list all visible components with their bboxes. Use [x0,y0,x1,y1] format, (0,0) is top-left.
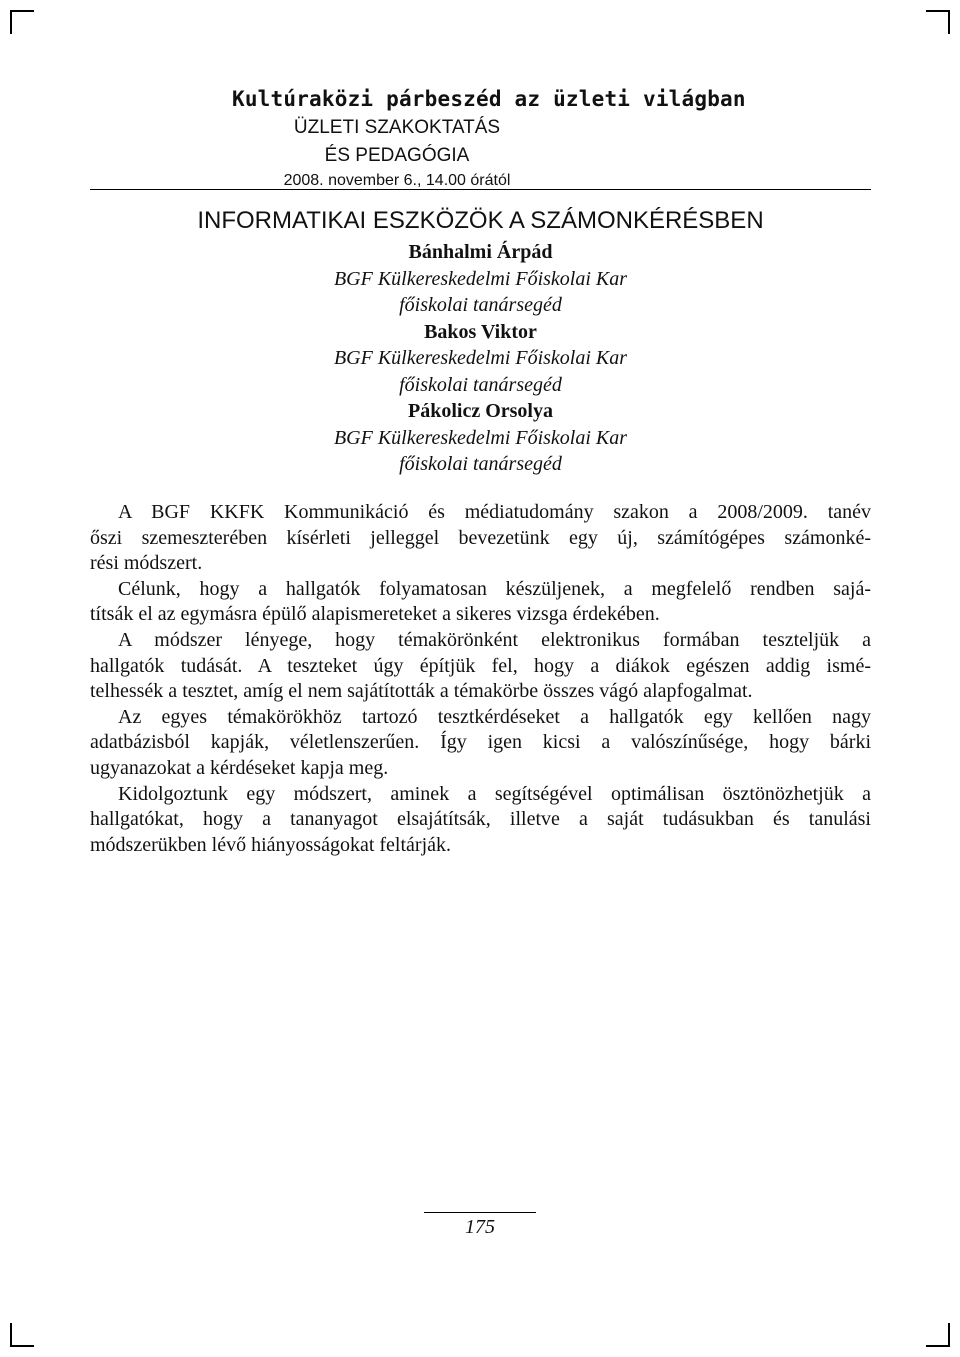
page-number: 175 [465,1216,495,1238]
article-title: INFORMATIKAI ESZKÖZÖK A SZÁMONKÉRÉSBEN [197,207,764,234]
article-heading [90,203,871,478]
conference-date: 2008. november 6., 14.00 órától [283,172,511,189]
author-name: Bakos Viktor [424,320,537,343]
running-header [232,84,746,192]
author-name: Pákolicz Orsolya [408,400,553,422]
paragraph-line: ugyanazokat a kérdéseket kapja meg. [90,756,389,779]
author-institution: BGF Külkereskedelmi Főiskolai Kar [333,347,628,369]
paragraph-line: Célunk, hogy a hallgatók folyamatosan készüljenek, a megfelelő rendben sajá- [118,577,871,600]
series-line-1: ÜZLETI SZAKOKTATÁS [293,117,501,138]
crop-mark-top-left [10,10,34,34]
paragraph-line: rési módszert. [90,552,203,575]
paragraph [90,500,871,577]
paragraph-line: hallgatókat, hogy a tananyagot elsajátítsák, illetve a saját tudásukban és tanulási [90,808,871,831]
crop-mark-bottom-right [926,1323,950,1347]
crop-mark-top-right [926,10,950,34]
paragraph-line: títsák el az egymásra épülő alapismereteket a sikeres vizsga érdekében. [90,603,660,626]
article-body [90,500,871,858]
conference-title: Kultúraközi párbeszéd az üzleti világban [232,87,746,111]
header-rule [90,189,871,190]
paragraph-line: A BGF KKFK Kommunikáció és médiatudomány szakon a 2008/2009. tanév [118,501,871,523]
author-position: főiskolai tanársegéd [399,453,562,475]
paragraph-line: A módszer lényege, hogy témakörönként elektronikus formában teszteljük a [118,628,871,651]
author-institution: BGF Külkereskedelmi Főiskolai Kar [333,426,628,449]
paragraph [90,705,871,782]
footer-rule [424,1212,536,1213]
paragraph-line: Az egyes témakörökhöz tartozó tesztkérdéseket a hallgatók egy kellően nagy [118,705,871,728]
paragraph-line: adatbázisból kapják, véletlenszerűen. Így igen kicsi a valószínűsége, hogy bárki [90,731,871,754]
paragraph-line: hallgatók tudását. A teszteket úgy építjük fel, hogy a diákok egészen addig ismé- [90,654,871,677]
paragraph-line: Kidolgoztunk egy módszert, aminek a segítségével optimálisan ösztönözhetjük a [118,782,871,805]
paragraph-line: módszerükben lévő hiányosságokat feltárják. [90,833,451,856]
author-institution: BGF Külkereskedelmi Főiskolai Kar [333,267,628,290]
paragraph-line: őszi szemeszterében kísérleti jelleggel bevezetünk egy új, számítógépes számonké- [90,526,871,549]
paragraph [90,782,871,859]
author-position: főiskolai tanársegéd [399,373,562,396]
paragraph [90,628,871,705]
author-name: Bánhalmi Árpád [408,241,553,263]
author-position: főiskolai tanársegéd [399,294,562,316]
series-line-2: ÉS PEDAGÓGIA [324,145,470,166]
crop-mark-bottom-left [10,1323,34,1347]
paragraph [90,577,871,628]
paragraph-line: telhessék a tesztet, amíg el nem sajátították a témakörbe összes vágó alapfogalmat. [90,680,753,703]
